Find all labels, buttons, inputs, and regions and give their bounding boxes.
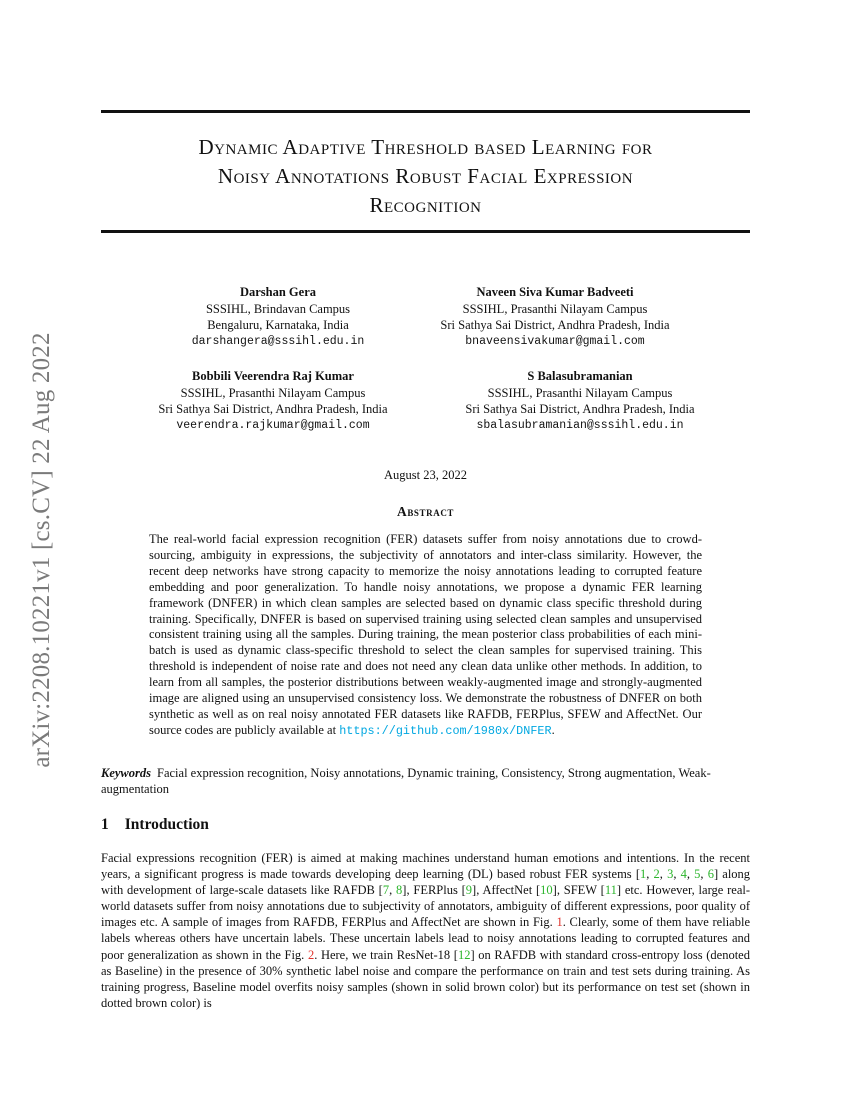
- author-affiliation: SSSIHL, Brindavan Campus: [205, 301, 351, 316]
- title-rule-bottom: [101, 230, 750, 233]
- author-location: Sri Sathya Sai District, Andhra Pradesh, India: [465, 402, 695, 416]
- citation-link[interactable]: 9: [465, 883, 473, 898]
- author-name: Naveen Siva Kumar Badveeti: [476, 285, 634, 299]
- intro-text: . Here, we train ResNet-18 [: [314, 947, 458, 962]
- arxiv-identifier: arXiv:2208.10221v1 [cs.CV] 22 Aug 2022: [28, 332, 55, 768]
- paper-title: [101, 133, 750, 220]
- author-affiliation: SSSIHL, Prasanthi Nilayam Campus: [180, 385, 366, 400]
- citation-link[interactable]: 7: [382, 883, 390, 898]
- citation-link[interactable]: 3: [667, 867, 674, 882]
- abstract-heading: Abstract: [396, 504, 455, 519]
- keywords-text: Facial expression recognition, Noisy annotations, Dynamic training, Consistency, Strong augmentation, Weak-augmentation: [101, 766, 711, 796]
- citation-link[interactable]: 11: [604, 883, 617, 898]
- author-location: Sri Sathya Sai District, Andhra Pradesh, India: [158, 402, 388, 416]
- arxiv-sidebar: [22, 290, 62, 810]
- section-heading-introduction: [101, 816, 209, 834]
- author-name: Darshan Gera: [239, 285, 317, 299]
- citation-link[interactable]: 8: [396, 883, 403, 898]
- intro-text: ] etc. However, large real-world datasets suffer from noisy annotations due to subjectivity of annotators, ambiguity of different expressions, poor quality of images etc. A sample of images from RAFDB, FERPlus and AffectNet are shown in Fig.: [101, 883, 751, 930]
- author-affiliation: SSSIHL, Prasanthi Nilayam Campus: [462, 301, 648, 316]
- citation-link[interactable]: 12: [457, 947, 471, 962]
- figure-link[interactable]: 2: [307, 947, 315, 962]
- title-line-1: Dynamic Adaptive Threshold based Learning for: [198, 135, 653, 159]
- title-rule-top: [101, 110, 750, 113]
- intro-text: ], SFEW [: [552, 883, 605, 898]
- author-location: Bengaluru, Karnataka, India: [207, 318, 349, 332]
- intro-text: . Clearly, some of them have reliable labels whereas others have uncertain labels. These uncertain labels lead to noisy annotations leading to corrupted features and poor generalization as shown in the Fig.: [101, 915, 750, 962]
- figure-link[interactable]: 1: [556, 915, 563, 930]
- citation-link[interactable]: 2: [653, 867, 660, 882]
- author-email: darshangera@sssihl.edu.in: [191, 334, 365, 348]
- citation-link[interactable]: 6: [707, 867, 714, 882]
- author-block-3: [128, 368, 418, 434]
- abstract-end: .: [551, 722, 555, 737]
- author-name: Bobbili Veerendra Raj Kumar: [192, 369, 354, 383]
- intro-text: ], AffectNet [: [472, 883, 541, 898]
- abstract-body: [149, 532, 702, 740]
- author-block-2: [410, 284, 700, 350]
- keywords: [101, 765, 750, 797]
- author-name: S Balasubramanian: [527, 369, 633, 383]
- citation-link[interactable]: 5: [694, 867, 701, 882]
- introduction-paragraph: Facial expressions recognition (FER) is aimed at making machines understand human emotions and intentions. In the recent years, a significant progress is made towards developing deep learning (DL) based robust FER systems [1, 2, 3, 4, 5, 6] along with development of large-scale datasets like RAFDB [7, 8], FERPlus [9], AffectNet [10], SFEW [11] etc. However, large real-world datasets suffer from noisy annotations due to subjectivity of annotators, ambiguity of different expressions, poor quality of images etc. A sample of images from RAFDB, FERPlus and AffectNet are shown in Fig. 1. Clearly, some of them have reliable labels whereas others have uncertain labels. These uncertain labels lead to noisy annotations leading to corrupted features and poor generalization as shown in the Fig. 2. Here, we train ResNet-18 [12] on RAFDB with standard cross-entropy loss (denoted as Baseline) in the presence of 30% synthetic label noise and compare the performance on train and test sets during training. As training progress, Baseline model overfits noisy samples (shown in solid brown color) but its performance on test set (shown in dotted brown color) is: [101, 851, 751, 1010]
- author-block-4: [435, 368, 725, 434]
- author-email: veerendra.rajkumar@gmail.com: [176, 418, 370, 432]
- title-line-2: Noisy Annotations Robust Facial Expression: [217, 164, 634, 188]
- author-block-1: [148, 284, 408, 350]
- author-email: bnaveensivakumar@gmail.com: [465, 334, 645, 348]
- abstract-text: The real-world facial expression recognition (FER) datasets suffer from noisy annotations due to crowd-sourcing, ambiguity in expressions, the subjectivity of annotators and inter-class similarity. However, the recent deep networks have strong capacity to memorize the noisy annotations leading to corrupted feature embedding and poor generalization. To handle noisy annotations, we propose a dynamic FER learning framework (DNFER) in which clean samples are selected based on dynamic class specific threshold during training. Specifically, DNFER is based on supervised training using selected clean samples and unsupervised consistent training using all the samples. During training, the mean posterior class probabilities of each mini-batch is used as dynamic class-specific threshold to select the clean samples for supervised training. This threshold is independent of noise rate and does not need any clean data unlike other methods. In addition, to learn from all samples, the posterior distributions between weakly-augmented image and strongly-augmented image are aligned using an unsupervised consistency loss. We demonstrate the robustness of DNFER on both synthetic as well as on real noisy annotated FER datasets like RAFDB, FERPlus, SFEW and AffectNet. Our source codes are publicly available at: [149, 532, 702, 737]
- author-location: Sri Sathya Sai District, Andhra Pradesh, India: [440, 318, 670, 332]
- author-affiliation: SSSIHL, Prasanthi Nilayam Campus: [487, 385, 673, 400]
- paper-date: August 23, 2022: [384, 468, 467, 482]
- author-email: sbalasubramanian@sssihl.edu.in: [476, 418, 684, 432]
- keywords-label: Keywords: [101, 766, 151, 780]
- section-title: Introduction: [124, 816, 209, 833]
- intro-text: Facial expressions recognition (FER) is aimed at making machines understand human emotions and intentions. In the recent years, a significant progress is made towards developing deep learning (DL) based robust FER systems [: [101, 851, 750, 882]
- citation-link[interactable]: 4: [680, 867, 687, 882]
- intro-text: ] on RAFDB with standard cross-entropy loss (denoted as Baseline) in the presence of 30% synthetic label noise and compare the performance on train and test sets during training. As training progress, Baseline model overfits noisy samples (shown in solid brown color) but its performance on test set (shown in dotted brown color) is: [101, 947, 750, 1010]
- title-line-3: Recognition: [369, 193, 482, 217]
- source-code-link[interactable]: https://github.com/1980x/DNFER: [339, 723, 552, 738]
- citation-link[interactable]: 1: [639, 867, 647, 882]
- intro-text: ] along with development of large-scale datasets like RAFDB [: [101, 867, 751, 898]
- citation-link[interactable]: 10: [540, 883, 553, 898]
- intro-text: ], FERPlus [: [402, 883, 466, 898]
- section-number: 1: [101, 816, 109, 833]
